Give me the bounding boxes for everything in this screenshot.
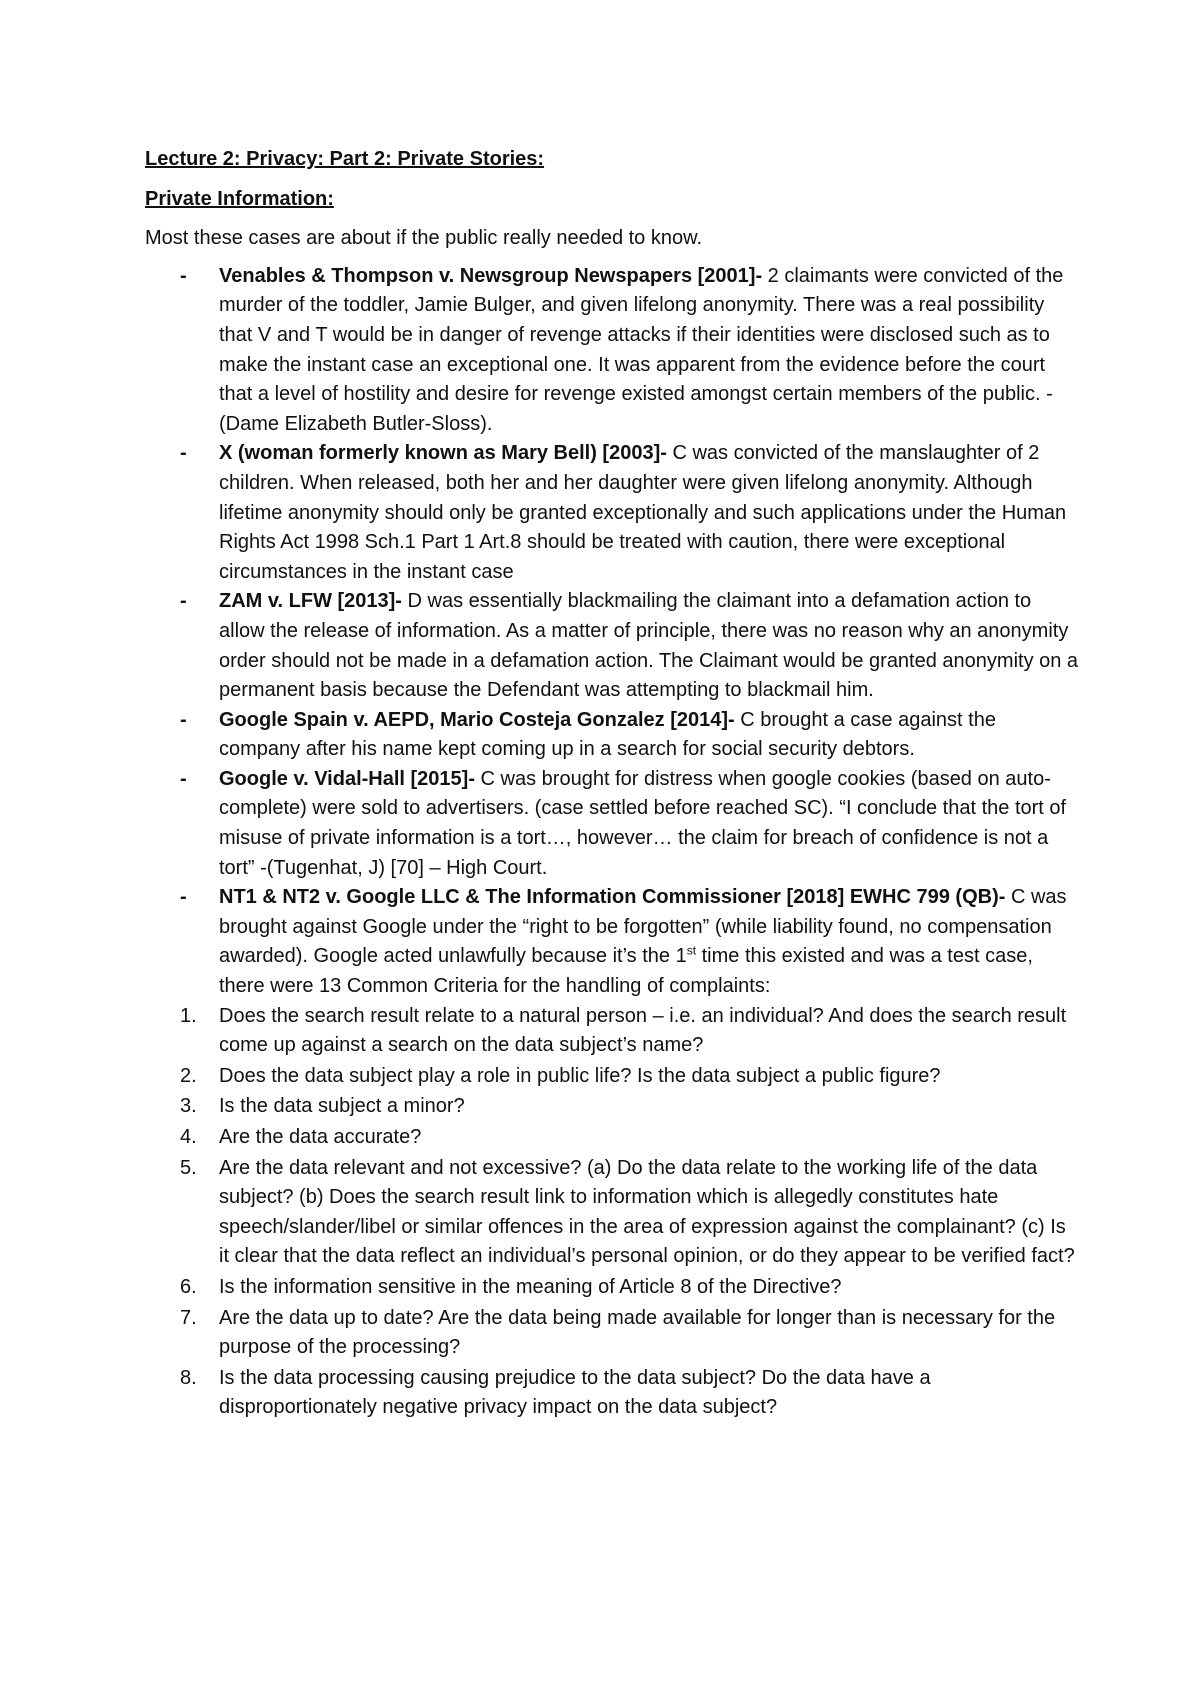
criteria-item xyxy=(145,1364,1080,1423)
criteria-number: 1. xyxy=(180,1004,197,1027)
case-name: X (woman formerly known as Mary Bell) [2003]- xyxy=(219,442,667,465)
ordinal-suffix: st xyxy=(686,943,697,958)
case-item xyxy=(145,262,1080,440)
criteria-number: 5. xyxy=(180,1156,197,1179)
case-summary: C brought a case against the company after his name kept coming up in a search for social security debtors. xyxy=(219,708,996,761)
case-summary: C was convicted of the manslaughter of 2 children. When released, both her and her daughter were given lifelong anonymity. Although lifetime anonymity should only be granted exceptionally and such applications under the Human Rights Act 1998 Sch.1 Part 1 Art.8 should be treated with caution, there were exceptional circumstances in the instant case xyxy=(219,442,1067,583)
criteria-list xyxy=(145,1002,1080,1423)
case-item xyxy=(145,439,1080,587)
criteria-text: Are the data accurate? xyxy=(219,1126,422,1148)
case-item xyxy=(145,765,1080,883)
section-heading: Private Information: xyxy=(145,187,334,210)
case-summary: 2 claimants were convicted of the murder of the toddler, Jamie Bulger, and given lifelong anonymity. There was a real possibility that V and T would be in danger of revenge attacks if their identities were disclosed such as to make the instant case an exceptional one. It was apparent from the evidence before the court that a level of hostility and desire for revenge existed amongst certain members of the public. - (Dame Elizabeth Butler-Sloss). xyxy=(219,264,1064,435)
case-summary: D was essentially blackmailing the claimant into a defamation action to allow the release of information. As a matter of principle, there was no reason why an anonymity order should not be made in a defamation action. The Claimant would be granted anonymity on a permanent basis because the Defendant was attempting to blackmail him. xyxy=(219,590,1079,702)
case-item xyxy=(145,587,1080,705)
criteria-text: Is the data subject a minor? xyxy=(219,1095,465,1118)
criteria-number: 6. xyxy=(180,1275,197,1298)
criteria-item xyxy=(145,1273,1080,1303)
criteria-number: 2. xyxy=(180,1064,197,1087)
case-name: NT1 & NT2 v. Google LLC & The Information Commissioner [2018] EWHC 799 (QB)- xyxy=(219,886,1006,909)
case-name: Google Spain v. AEPD, Mario Costeja Gonzalez [2014]- xyxy=(219,708,735,731)
criteria-text: Are the data relevant and not excessive? (a) Do the data relate to the working life of the data subject? (b) Does the search result link to information which is allegedly constitutes hate speech/slander/libel or similar offences in the area of expression against the complainant? (c) Is it clear that the data reflect an individual’s personal opinion, or do they appear to be verified fact? xyxy=(219,1156,1075,1268)
case-summary-continued: time this existed and was a test case, there were 13 Common Criteria for the handling of complaints: xyxy=(219,945,1033,998)
lecture-title: Lecture 2: Privacy: Part 2: Private Stories: xyxy=(145,148,545,170)
criteria-item xyxy=(145,1304,1080,1363)
criteria-item xyxy=(145,1123,1080,1153)
criteria-text: Is the information sensitive in the meaning of Article 8 of the Directive? xyxy=(219,1275,842,1298)
case-summary: C was brought for distress when google cookies (based on auto-complete) were sold to advertisers. (case settled before reached SC). “I conclude that the tort of misuse of private information is a tort…, however… the claim for breach of confidence is not a tort” -(Tugenhat, J) [70] – High Court. xyxy=(219,767,1067,879)
criteria-item xyxy=(145,1062,1080,1092)
criteria-text: Does the search result relate to a natural person – i.e. an individual? And does the search result come up against a search on the data subject’s name? xyxy=(219,1004,1067,1057)
criteria-text: Are the data up to date? Are the data being made available for longer than is necessary for the purpose of the processing? xyxy=(219,1306,1056,1359)
intro-paragraph: Most these cases are about if the public really needed to know. xyxy=(145,227,703,250)
criteria-number: 3. xyxy=(180,1095,197,1118)
criteria-item xyxy=(145,1154,1080,1272)
criteria-number: 8. xyxy=(180,1366,197,1389)
case-summary: C was brought against Google under the “right to be forgotten” (while liability found, no compensation awarded). Google acted unlawfully because it’s the 1 xyxy=(219,886,1067,968)
case-list xyxy=(145,262,1080,1002)
criteria-text: Is the data processing causing prejudice to the data subject? Do the data have a disproportionately negative privacy impact on the data subject? xyxy=(219,1366,931,1419)
criteria-text: Does the data subject play a role in public life? Is the data subject a public figure? xyxy=(219,1064,941,1087)
criteria-item xyxy=(145,1002,1080,1061)
criteria-number: 7. xyxy=(180,1306,197,1329)
case-name: ZAM v. LFW [2013]- xyxy=(219,590,402,613)
criteria-number: 4. xyxy=(180,1126,197,1148)
case-name: Venables & Thompson v. Newsgroup Newspapers [2001]- xyxy=(219,264,763,287)
case-item xyxy=(145,706,1080,765)
case-name: Google v. Vidal-Hall [2015]- xyxy=(219,767,475,790)
document-page xyxy=(145,145,1080,1424)
criteria-item xyxy=(145,1092,1080,1122)
case-item xyxy=(145,883,1080,1001)
